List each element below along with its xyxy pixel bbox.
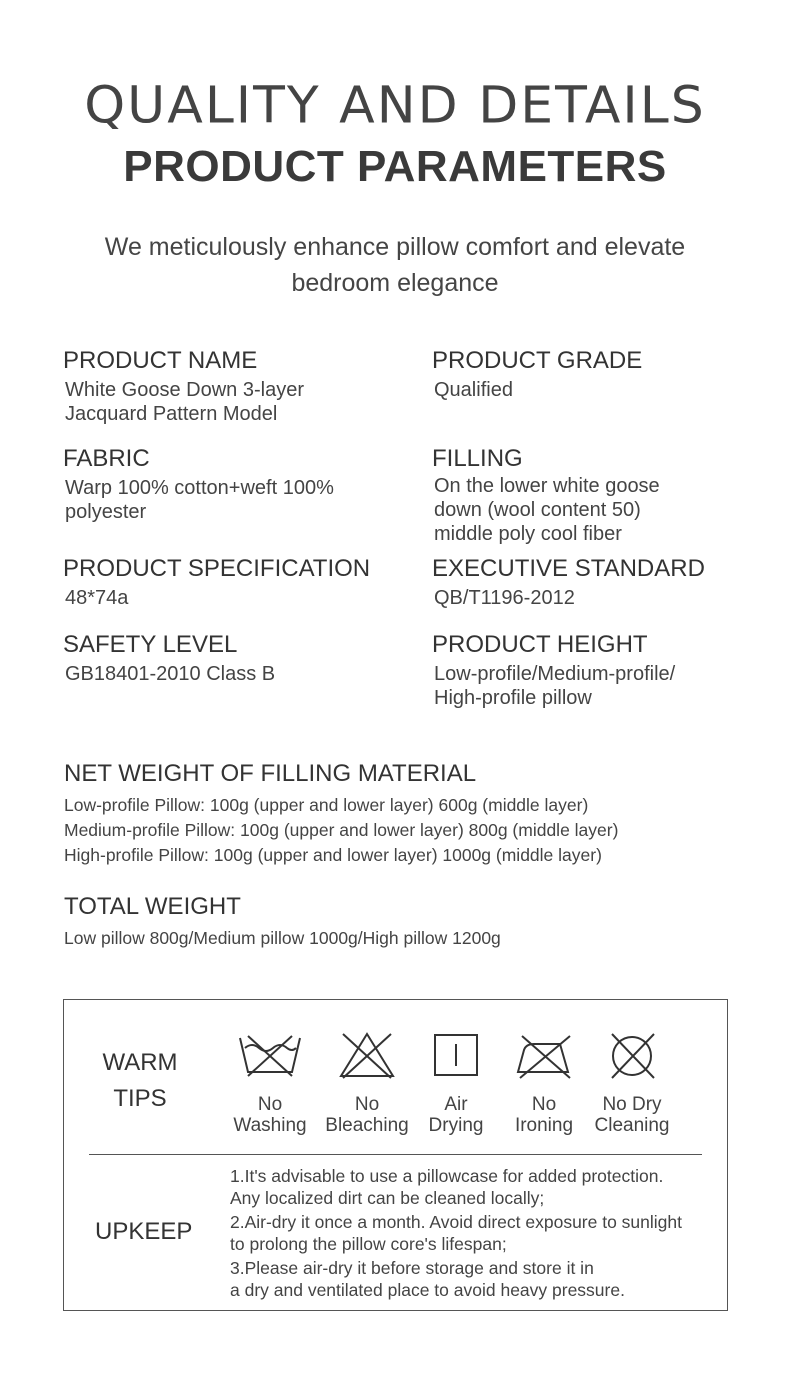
warm-tips-title [100,1045,180,1117]
care-label-line: No Dry [602,1094,662,1115]
total-weight-label: TOTAL WEIGHT [64,893,241,920]
param-product-specification [63,554,393,610]
title-product-parameters: PRODUCT PARAMETERS [123,142,667,191]
param-label: SAFETY LEVEL [63,631,238,658]
care-label-line: Cleaning [594,1115,670,1136]
param-product-height [432,630,762,710]
param-label: EXECUTIVE STANDARD [432,555,705,582]
care-item-air-drying [406,1030,506,1136]
upkeep-item-line: to prolong the pillow core's lifespan; [230,1234,507,1254]
net-weight-line: Low-profile Pillow: 100g (upper and lower layer) 600g (middle layer) [64,795,589,815]
warm-tips-title-line: WARM [102,1049,178,1076]
param-value [432,378,762,402]
care-label [582,1094,682,1136]
param-label: PRODUCT NAME [63,347,258,374]
net-weight-line: Medium-profile Pillow: 100g (upper and lower layer) 800g (middle layer) [64,820,619,840]
care-label-line: No [354,1094,380,1115]
air-drying-icon [431,1030,481,1080]
care-label [220,1094,320,1136]
param-executive-standard [432,554,762,610]
param-value [63,476,393,524]
param-filling [432,444,762,546]
upkeep-list [230,1165,720,1303]
subtitle-line: bedroom elegance [291,269,499,297]
no-washing-icon [234,1030,306,1080]
total-weight-section [64,892,501,951]
param-value [432,474,762,546]
total-weight-line: Low pillow 800g/Medium pillow 1000g/High pillow 1200g [64,928,501,948]
care-item-no-dry-cleaning [582,1030,682,1136]
net-weight-label: NET WEIGHT OF FILLING MATERIAL [64,760,477,787]
warm-tips-title-line: TIPS [113,1085,167,1112]
param-value-line: On the lower white goose [434,475,660,497]
care-label-line: Ironing [514,1115,574,1136]
param-value-line: Warp 100% cotton+weft 100% [65,477,334,499]
care-item-no-ironing [494,1030,594,1136]
upkeep-item [230,1211,720,1255]
param-value [432,586,762,610]
param-safety-level [63,630,393,686]
care-label [406,1094,506,1136]
care-box-divider [89,1154,702,1155]
param-value-line: Jacquard Pattern Model [65,403,278,425]
param-value-line: down (wool content 50) [434,499,641,521]
param-value-line: GB18401-2010 Class B [65,663,276,685]
param-product-name [63,346,393,426]
param-fabric [63,444,393,524]
care-item-no-bleaching [317,1030,417,1136]
param-value [63,662,393,686]
care-label [317,1094,417,1136]
care-label-line: No [531,1094,557,1115]
param-value [63,378,393,426]
subtitle [70,229,720,301]
upkeep-item-line: Any localized dirt can be cleaned locally; [230,1188,545,1208]
no-ironing-icon [512,1030,576,1080]
param-value-line: Qualified [434,379,513,401]
param-value-line: High-profile pillow [434,687,592,709]
param-value-line: QB/T1196-2012 [434,587,575,609]
param-label: PRODUCT GRADE [432,347,643,374]
param-label: PRODUCT SPECIFICATION [63,555,371,582]
upkeep-item [230,1257,720,1301]
title-quality-and-details: QUALITY AND DETAILS [84,76,706,136]
param-product-grade [432,346,762,402]
param-value-line: polyester [65,501,147,523]
care-label-line: Bleaching [325,1115,409,1136]
param-value-line: middle poly cool fiber [434,523,622,545]
upkeep-item-line: 1.It's advisable to use a pillowcase for added protection. [230,1166,664,1186]
net-weight-section [64,759,618,868]
upkeep-item-line: a dry and ventilated place to avoid heavy pressure. [230,1280,625,1300]
param-value [432,662,762,710]
care-label [494,1094,594,1136]
param-value-line: White Goose Down 3-layer [65,379,304,401]
net-weight-line: High-profile Pillow: 100g (upper and lower layer) 1000g (middle layer) [64,845,602,865]
care-item-no-washing [220,1030,320,1136]
param-label: FILLING [432,445,523,472]
subtitle-line: We meticulously enhance pillow comfort and elevate [104,233,686,261]
upkeep-title: UPKEEP [95,1218,193,1245]
care-label-line: Washing [233,1115,307,1136]
upkeep-item-line: 2.Air-dry it once a month. Avoid direct exposure to sunlight [230,1212,683,1232]
param-value-line: 48*74a [65,587,129,609]
param-value-line: Low-profile/Medium-profile/ [434,663,676,685]
no-dry-cleaning-icon [604,1030,660,1080]
param-label: FABRIC [63,445,150,472]
care-label-line: Air [444,1094,468,1115]
care-label-line: Drying [428,1115,484,1136]
param-value [63,586,393,610]
upkeep-item [230,1165,720,1209]
care-label-line: No [257,1094,283,1115]
no-bleaching-icon [335,1030,399,1080]
upkeep-item-line: 3.Please air-dry it before storage and store it in [230,1258,594,1278]
param-label: PRODUCT HEIGHT [432,631,648,658]
